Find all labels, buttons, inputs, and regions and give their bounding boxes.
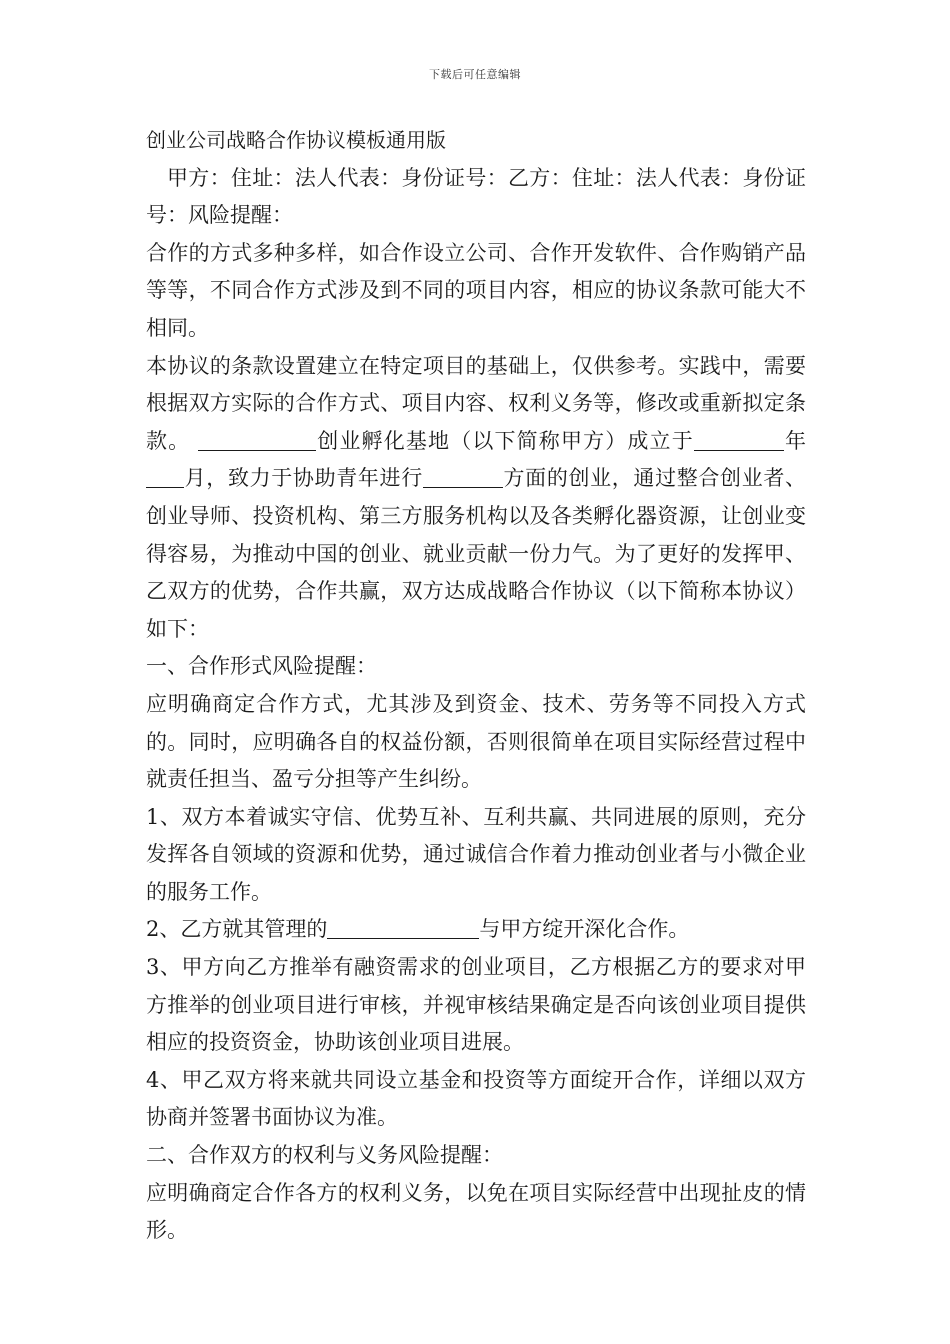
intro-text-a: 本协议的条款设置建立在特定项目的基础上，仅供参考。实践中，需要根据双方实际的合作方式、项目内容、权利义务等，修改或重新拟定条款。	[146, 353, 806, 453]
field-blank	[423, 467, 503, 488]
section-2-note: 应明确商定合作各方的权利义务，以免在项目实际经营中出现扯皮的情形。	[146, 1180, 806, 1243]
parties-line: 甲方：住址：法人代表：身份证号：乙方：住址：法人代表：身份证号：风险提醒：	[146, 165, 806, 228]
intro-text-c: 年	[783, 428, 807, 453]
section-2-heading: 二、合作双方的权利与义务风险提醒：	[146, 1143, 503, 1168]
managed-item-blank	[327, 918, 479, 939]
section-1-heading: 一、合作形式风险提醒：	[146, 654, 377, 679]
clause-1: 1、双方本着诚实守信、优势互补、互利共赢、共同进展的原则，充分发挥各自领域的资源和优势，通过诚信合作着力推动创业者与小微企业的服务工作。	[146, 804, 806, 904]
base-name-blank	[198, 430, 316, 451]
section-1-note: 应明确商定合作方式，尤其涉及到资金、技术、劳务等不同投入方式的。同时，应明确各自的权益份额，否则很简单在项目实际经营过程中就责任担当、盈亏分担等产生纠纷。	[146, 691, 806, 792]
year-blank	[694, 430, 784, 451]
document-body	[146, 122, 806, 1250]
page-header: 下载后可任意编辑	[429, 68, 521, 81]
clause-2-text-a: 2、乙方就其管理的	[146, 917, 328, 942]
document-title: 创业公司战略合作协议模板通用版	[146, 128, 446, 152]
intro-paragraph	[146, 348, 806, 649]
risk-note-paragraph: 合作的方式多种多样，如合作设立公司、合作开发软件、合作购销产品等等，不同合作方式涉及到不同的项目内容，相应的协议条款可能大不相同。	[146, 240, 806, 340]
clause-2	[146, 911, 806, 949]
clause-2-text-b: 与甲方绽开深化合作。	[479, 917, 690, 942]
intro-text-d: 月，致力于协助青年进行	[184, 466, 423, 491]
clause-4: 4、甲乙双方将来就共同设立基金和投资等方面绽开合作，详细以双方协商并签署书面协议为准。	[146, 1067, 806, 1130]
month-blank	[146, 467, 184, 488]
clause-3: 3、甲方向乙方推举有融资需求的创业项目，乙方根据乙方的要求对甲方推举的创业项目进行审核，并视审核结果确定是否向该创业项目提供相应的投资资金，协助该创业项目进展。	[146, 955, 806, 1055]
intro-text-b: 创业孵化基地（以下简称甲方）成立于	[316, 428, 694, 453]
intro-text-e: 方面的创业，通过整合创业者、创业导师、投资机构、第三方服务机构以及各类孵化器资源，让创业变得容易，为推动中国的创业、就业贡献一份力气。为了更好的发挥甲、乙双方的优势，合作共赢，双方达成战略合作协议（以下简称本协议）如下：	[146, 466, 807, 641]
